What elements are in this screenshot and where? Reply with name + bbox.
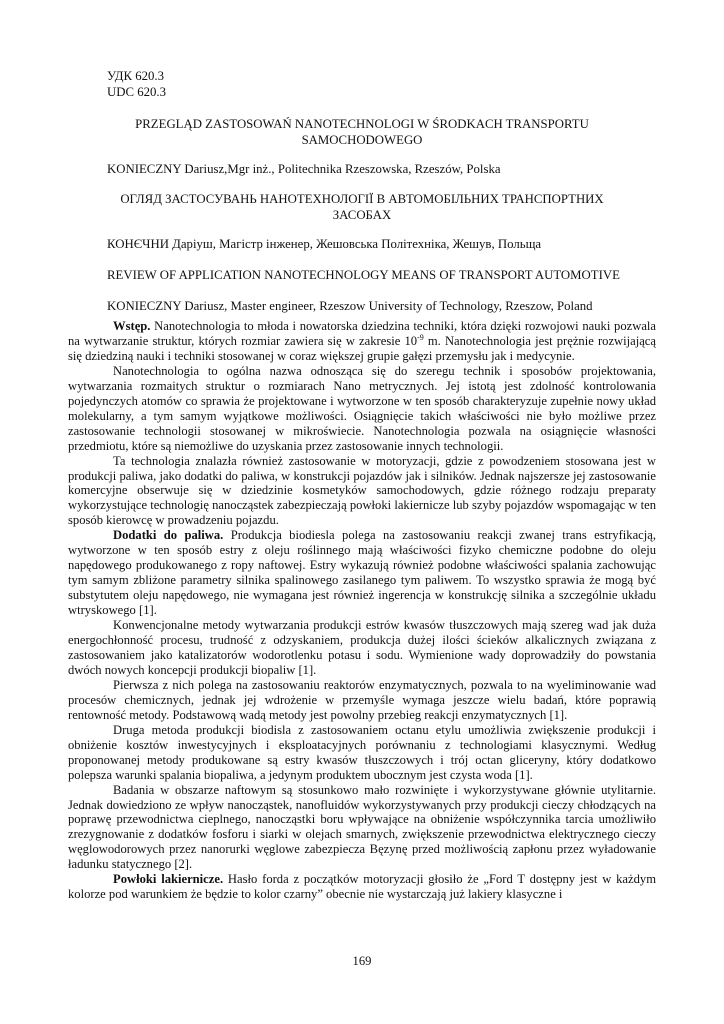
classification-codes (107, 68, 166, 100)
paragraph: Pierwsza z nich polega na zastosowaniu reaktorów enzymatycznych, pozwala to na wyeliminowanie wad procesów chemicznych, jednak jej wdrożenie w przemyśle wymaga jeszcze wielu badań, które poprawią rentowność metody. Podstawową wadą metody jest powolny przebieg reakcji enzymatycznych [1]. (68, 677, 656, 722)
paragraph: Konwencjonalne metody wytwarzania produkcji estrów kwasów tłuszczowych mają szereg wad jak duża energochłonność procesu, trudność z odzyskaniem, produkcja dużej ilości ścieków alkalicznych związana z zastosowaniem jako katalizatorów wodorotlenku potasu i sodu. Wymienione wady doprowadziły do powstania dwóch nowych koncepcji produkcji biopaliw [1]. (68, 618, 656, 677)
exponent: -9 (417, 332, 424, 342)
paragraph: Badania w obszarze naftowym są stosunkowo mało rozwinięte i wykorzystywane głównie utylitarnie. Jednak dowiedziono ze wpływ nanocząstek, nanofluidów wykorzystywanych przy produkcji cieczy chłodzących na poprawę przewodnictwa cieplnego, nanocząstki boru wpływające na obniżenie współczynnika tarcia umożliwiło zrezygnowanie z dodatków fosforu i siarki w olejach smarnych, zwiększenie przewodnictwa elektrycznego cieczy węglowodorowych przez nanorurki węglowe zabezpiecza Bęzynę przed możliwością zapłonu przez wyładowanie ładunku statycznego [2]. (68, 782, 656, 872)
udc-code: UDC 620.3 (107, 85, 167, 99)
udk-code: УДК 620.3 (107, 69, 165, 83)
paragraph: Druga metoda produkcji biodisla z zastosowaniem octanu etylu umożliwia zwiększenie produkcji i obniżenie kosztów inwestycyjnych i eksploatacyjnych porównaniu z technologiami klasycznymi. Według proponowanej metody produkowane są estry kwasów tłuszczowych i trój octan gliceryny, który dodatkowo polepsza warunki spalania biopaliwa, a jedynym produktem ubocznym jest czysta woda [1]. (68, 722, 656, 782)
ukrainian-author: КОНЄЧНИ Даріуш, Магістр інженер, Жешовська Політехніка, Жешув, Польща (107, 237, 542, 251)
section-heading-intro: Wstęp. (113, 319, 151, 333)
ukrainian-title: ОГЛЯД ЗАСТОСУВАНЬ НАНОТЕХНОЛОГІЇ В АВТОМОБІЛЬНИХ ТРАНСПОРТНИХ ЗАСОБАХ (120, 192, 604, 222)
section-heading-coatings: Powłoki lakiernicze. (113, 872, 224, 887)
polish-author: KONIECZNY Dariusz,Mgr inż., Politechnika Rzeszowska, Rzeszów, Polska (107, 162, 501, 176)
english-author: KONIECZNY Dariusz, Master engineer, Rzeszow University of Technology, Rzeszow, Poland (107, 299, 593, 313)
paragraph: Nanotechnologia to ogólna nazwa odnosząca się do szeregu technik i sposobów projektowania, wytwarzania rozmaitych struktur o rozmiarach Nano metrycznych. Jej istotą jest zdolność kontrolowania pojedynczych atomów co sprawia że projektowane i wytworzone w ten sposób charakteryzuje zupełnie nowy układ molekularny, a tym samym wyjątkowe możliwości. Osiągnięcie takich właściwości nie było możliwe przez zastosowanie technologii stosowanej w mikroświecie. Nanotechnologia pozwala na osiągnięcie własności przedmiotu, które są niemożliwe do uzyskania przez zastosowanie innych technologii. (68, 363, 656, 453)
article-body (68, 319, 656, 902)
paragraph: Ta technologia znalazła również zastosowanie w motoryzacji, gdzie z powodzeniem stosowana jest w produkcji paliwa, jako dodatki do paliwa, w konstrukcji pojazdów jak i silników. Jednak najszersze jej zastosowanie komercyjne obserwuje się w dziedzinie kosmetyków samochodowych, gdzie różnego rodzaju preparaty wykorzystujące technologię nanocząstek zabezpieczają powłoki lakiernicze lub szyby pojazdów wspomagając w ten sposób kierowcę w prowadzeniu pojazdu. (68, 453, 656, 528)
english-title: REVIEW OF APPLICATION NANOTECHNOLOGY MEANS OF TRANSPORT AUTOMOTIVE (107, 268, 620, 282)
page-number: 169 (352, 954, 372, 968)
paragraph-fuel-additives: Dodatki do paliwa. Produkcja biodiesla polega na zastosowaniu reakcji zwanej trans estryfikacją, wytworzone w ten sposób estry z oleju roślinnego mają właściwości fizyko chemiczne podobne do oleju napędowego produkowanego z ropy naftowej. Estry wykazują również podobne właściwości spalania zachowując tym samym zbliżone parametry silnika spalinowego zasilanego tym paliwem. To wszystko sprawia że mogą być substytutem oleju napędowego, nie wymagana jest również ingerencja w konstrukcję silnika a szczególnie układu wtryskowego [1]. (68, 528, 656, 618)
polish-title: PRZEGLĄD ZASTOSOWAŃ NANOTECHNOLOGI W ŚRODKACH TRANSPORTU SAMOCHODOWEGO (135, 117, 589, 147)
paragraph-coatings: Powłoki lakiernicze. Hasło forda z początków motoryzacji głosiło że „Ford T dostępny jest w każdym kolorze pod warunkiem że będzie to kolor czarny” obecnie nie wystarczają już lakiery klasyczne i (68, 872, 656, 902)
section-heading-fuel-additives: Dodatki do paliwa. (113, 528, 224, 543)
paragraph-intro: Wstęp. Nanotechnologia to młoda i nowatorska dziedzina techniki, która dzięki rozwojowi nauki pozwala na wytwarzanie struktur, których rozmiar zawiera się w zakresie $10^{-9}$ m. Nanotechnologia jest prężnie rozwijającą się dziedziną nauki i techniki stosowanej w coraz większej grupie gałęzi przemysłu jak i medycynie. (68, 319, 656, 363)
